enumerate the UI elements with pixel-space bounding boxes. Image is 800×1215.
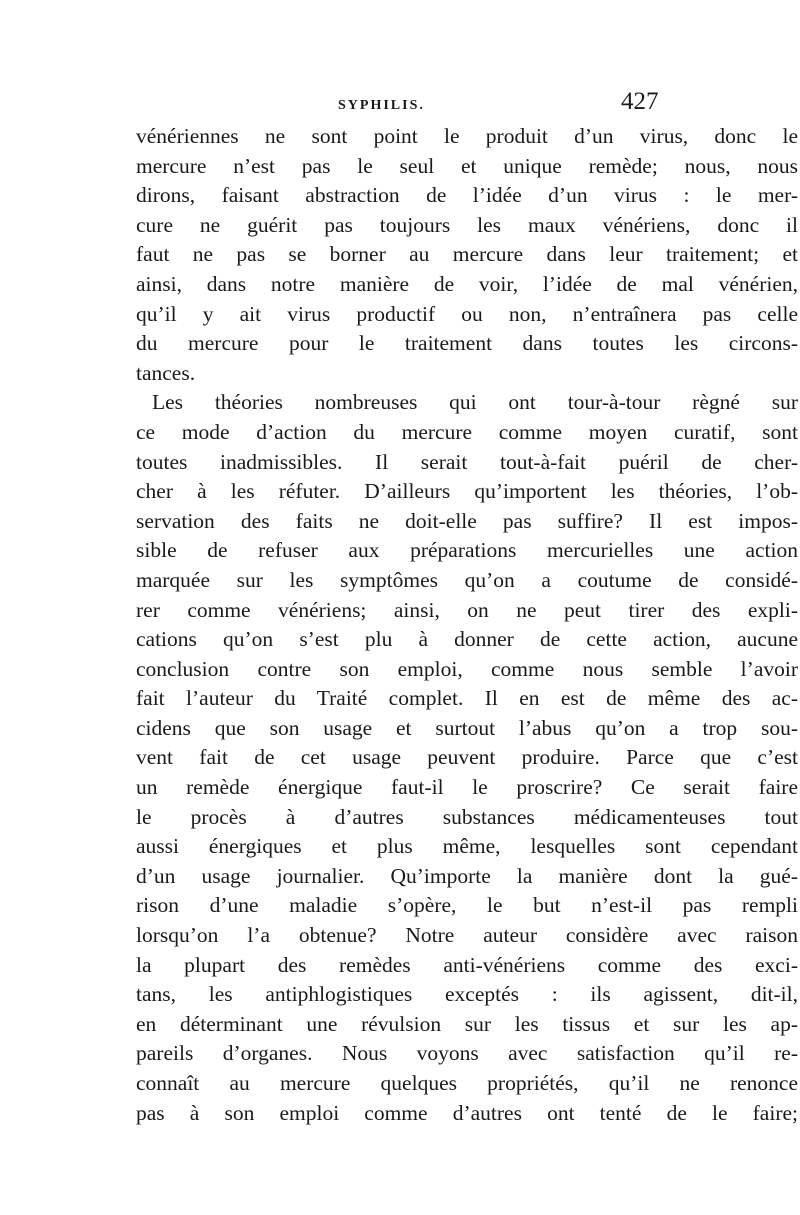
text-line: vent fait de cet usage peuvent produire. Parce que c’est: [136, 745, 798, 770]
text-line: pareils d’organes. Nous voyons avec satisfaction qu’il re-: [136, 1041, 798, 1066]
running-head: [0, 88, 800, 122]
text-line: faut ne pas se borner au mercure dans leur traitement; et: [136, 242, 798, 267]
body-text: [130, 122, 798, 1128]
text-line: cations qu’on s’est plu à donner de cette action, aucune: [136, 627, 798, 652]
text-line: lorsqu’on l’a obtenue? Notre auteur considère avec raison: [136, 923, 798, 948]
text-line: aussi énergiques et plus même, lesquelles sont cependant: [136, 834, 798, 859]
text-line: cher à les réfuter. D’ailleurs qu’importent les théories, l’ob-: [136, 479, 798, 504]
page-number: 427: [621, 88, 659, 115]
paragraph-start-line: Les théories nombreuses qui ont tour-à-tour règné sur: [152, 390, 798, 415]
text-line: tans, les antiphlogistiques exceptés : ils agissent, dit-il,: [136, 982, 798, 1007]
text-line: toutes inadmissibles. Il serait tout-à-fait puéril de cher-: [136, 449, 798, 474]
text-line: connaît au mercure quelques propriétés, qu’il ne renonce: [136, 1071, 798, 1095]
text-line: pas à son emploi comme d’autres ont tenté de le faire;: [136, 1100, 798, 1125]
text-line: conclusion contre son emploi, comme nous semble l’avoir: [136, 656, 798, 681]
text-line: d’un usage journalier. Qu’importe la manière dont la gué-: [136, 863, 798, 888]
text-line: sible de refuser aux préparations mercurielles une action: [136, 538, 798, 563]
text-line: cure ne guérit pas toujours les maux vénériens, donc il: [136, 212, 798, 237]
text-line: rer comme vénériens; ainsi, on ne peut tirer des expli-: [136, 597, 798, 622]
text-line: ainsi, dans notre manière de voir, l’idée de mal vénérien,: [136, 271, 798, 296]
text-line: qu’il y ait virus productif ou non, n’entraînera pas celle: [136, 301, 798, 326]
text-line: fait l’auteur du Traité complet. Il en est de même des ac-: [136, 686, 798, 711]
text-line: cidens que son usage et surtout l’abus qu’on a trop sou-: [136, 715, 798, 740]
text-line: ce mode d’action du mercure comme moyen curatif, sont: [136, 419, 798, 444]
text-line: dirons, faisant abstraction de l’idée d’un virus : le mer-: [136, 183, 798, 208]
text-line: rison d’une maladie s’opère, le but n’est-il pas rempli: [136, 893, 798, 918]
text-line: du mercure pour le traitement dans toutes les circons-: [136, 331, 798, 356]
text-line: en déterminant une révulsion sur les tissus et sur les ap-: [136, 1011, 798, 1036]
text-line: marquée sur les symptômes qu’on a coutume de considé-: [136, 567, 798, 592]
text-line: mercure n’est pas le seul et unique remède; nous, nous: [136, 153, 798, 178]
running-title: SYPHILIS.: [338, 98, 425, 113]
text-line: le procès à d’autres substances médicamenteuses tout: [136, 804, 798, 829]
text-line: la plupart des remèdes anti-vénériens comme des exci-: [136, 952, 798, 977]
paragraph-end-line: tances.: [136, 360, 196, 385]
text-line: servation des faits ne doit-elle pas suffire? Il est impos-: [136, 508, 798, 533]
text-line: vénériennes ne sont point le produit d’un virus, donc le: [136, 124, 798, 148]
text-line: un remède énergique faut-il le proscrire? Ce serait faire: [136, 775, 798, 800]
